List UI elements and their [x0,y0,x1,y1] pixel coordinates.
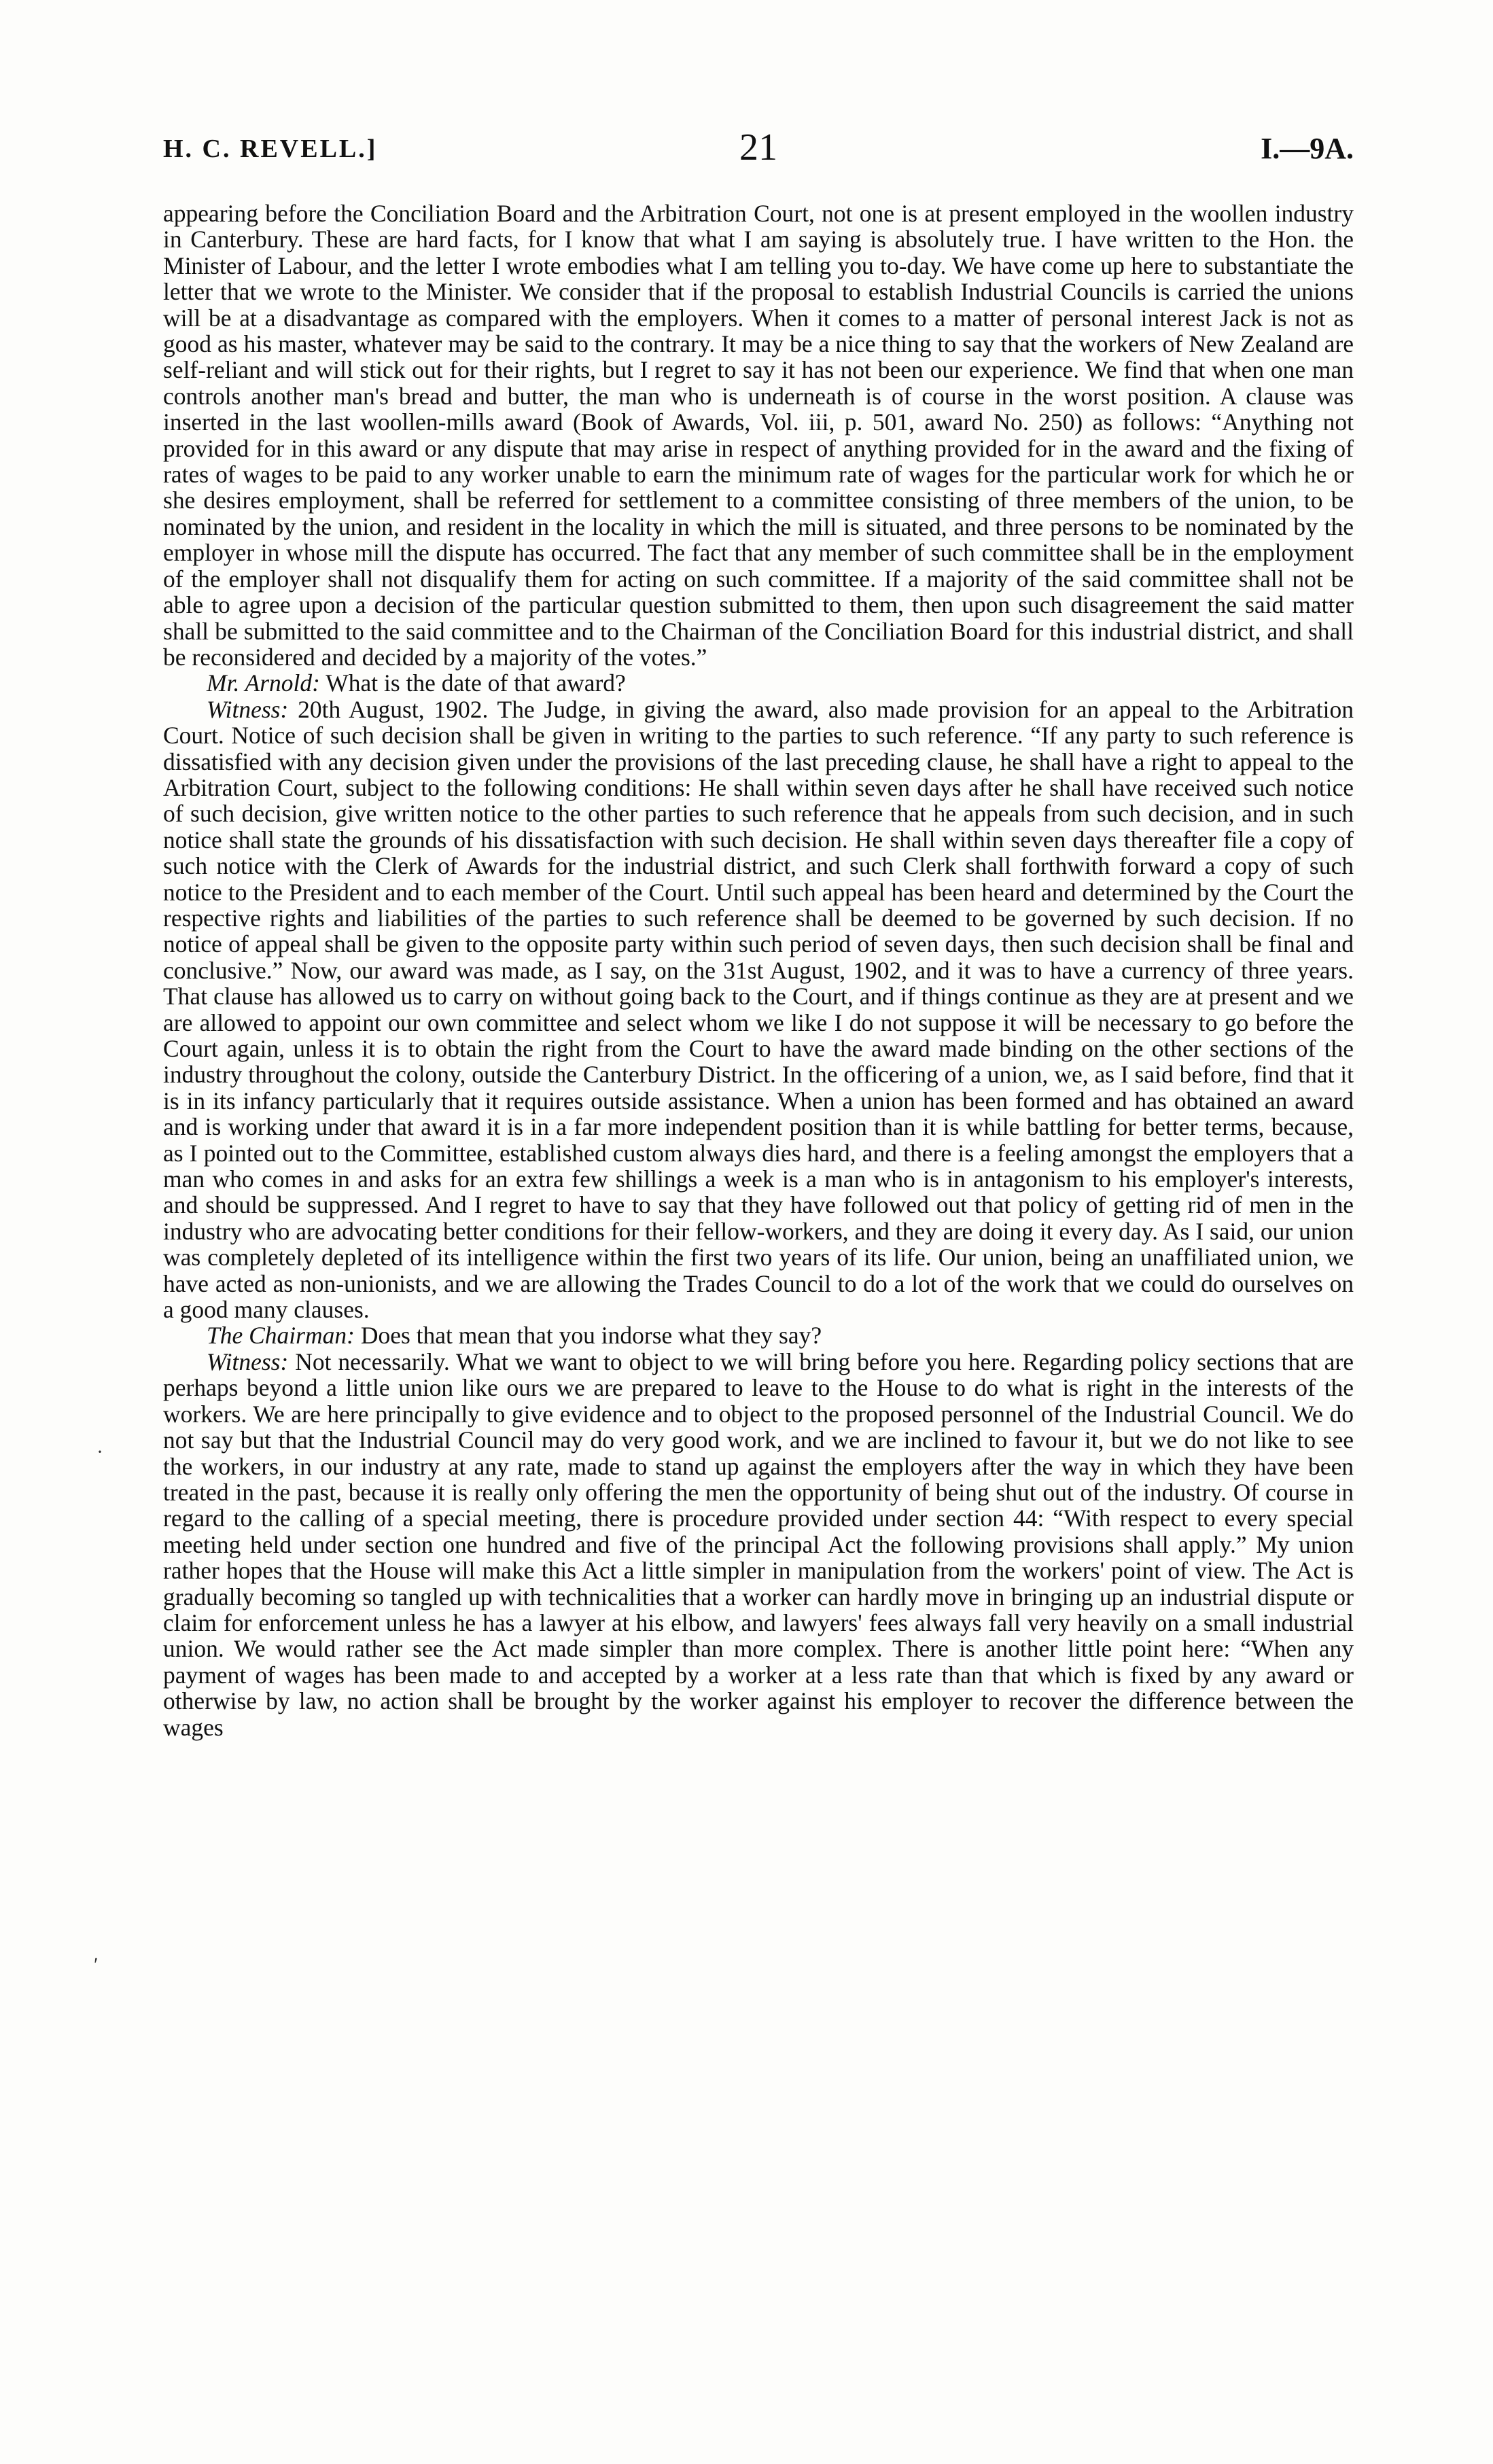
speaker-label: Witness: [207,695,289,723]
margin-dot-mark: · [96,1441,103,1463]
paragraph [163,1322,1354,1348]
header-witness-name: H. C. REVELL.] [163,135,378,163]
speaker-label: Mr. Arnold: [207,669,320,697]
speaker-label: Witness: [207,1348,289,1375]
paragraph [163,1349,1354,1740]
paragraph [163,200,1354,670]
paragraph-text: Not necessarily. What we want to object to we will bring before you here. Regarding policy sections that are perhaps beyond a little union like ours we are prepared to leave to the House to do what is right in the interests of the workers. We are here principally to give evidence and to object to the proposed personnel of the Industrial Council. We do not say but that the Industrial Council may do very good work, and we are inclined to favour it, but we do not like to see the workers, in our industry at any rate, made to stand up against the employers after the way in which they have been treated in the past, because it is really only offering the men the opportunity of being shut out of the industry. Of course in regard to the calling of a special meeting, there is procedure provided under section 44: “With respect to every special meeting held under section one hundred and five of the principal Act the following provisions shall apply.” My union rather hopes that the House will make this Act a little simpler in manipulation from the workers' point of view. The Act is gradually becoming so tangled up with technicalities that a worker can hardly move in bringing up an industrial dispute or claim for enforcement unless he has a lawyer at his elbow, and lawyers' fees always fall very heavily on a small industrial union. We would rather see the Act made simpler than more complex. There is another little point here: “When any payment of wages has been made to and accepted by a worker at a less rate than that which is fixed by any award or otherwise by law, no action shall be brought by the worker against his employer to recover the difference between the wages [163,1348,1354,1741]
speaker-label: The Chairman: [207,1322,355,1350]
paragraph [163,670,1354,696]
page-number: 21 [739,126,777,169]
paragraph-text: 20th August, 1902. The Judge, in giving the award, also made provision for an appeal to the Arbitration Court. Notice of such decision shall be given in writing to the parties to such reference. “If any party to such reference is dissatisfied with any decision given under the provisions of the last preceding clause, he shall have a right to appeal to the Arbitration Court, subject to the following conditions: He shall within seven days after he shall have received such notice of such decision, give written notice to the other parties to such reference that he appeals from such decision, and in such notice shall state the grounds of his dissatisfaction with such decision. He shall within seven days thereafter file a copy of such notice with the Clerk of Awards for the industrial district, and such Clerk shall forthwith forward a copy of such notice to the President and to each member of the Court. Until such appeal has been heard and determined by the Court the respective rights and liabilities of the parties to such reference shall be deemed to be governed by such decision. If no notice of appeal shall be given to the opposite party within such period of seven days, then such decision shall be final and conclusive.” Now, our award was made, as I say, on the 31st August, 1902, and it was to have a currency of three years. That clause has allowed us to carry on without going back to the Court, and if things continue as they are at present and we are allowed to appoint our own committee and select whom we like I do not suppose it will be necessary to go before the Court again, unless it is to obtain the right from the Court to have the award made binding on the other sections of the industry throughout the colony, outside the Canterbury District. In the officering of a union, we, as I said before, find that it is in its infancy particularly that it requires outside assistance. When a union has been formed and has obtained an award and is working under that award it is in a far more independent position than it is while battling for better terms, because, as I pointed out to the Committee, established custom always dies hard, and there is a feeling amongst the employers that a man who comes in and asks for an extra few shillings a week is a man who is in antagonism to his employer's interests, and should be suppressed. And I regret to have to say that they have followed out that policy of getting rid of men in the industry who are advocating better conditions for their fellow-workers, and they are doing it every day. As I said, our union was completely depleted of its intelligence within the first two years of its life. Our union, being an unaffiliated union, we have acted as non-unionists, and we are allowing the Trades Council to do a lot of the work that we could do ourselves on a good many clauses. [163,695,1354,1324]
paragraph-text: What is the date of that award? [326,669,626,697]
page-header [163,126,1354,173]
paragraph-text: appearing before the Conciliation Board and the Arbitration Court, not one is at present employed in the woollen industry in Canterbury. These are hard facts, for I know that what I am saying is absolutely true. I have written to the Hon. the Minister of Labour, and the letter I wrote embodies what I am telling you to-day. We have come up here to substantiate the letter that we wrote to the Minister. We consider that if the proposal to establish Industrial Councils is carried the unions will be at a disadvantage as compared with the employers. When it comes to a matter of personal interest Jack is not as good as his master, whatever may be said to the contrary. It may be a nice thing to say that the workers of New Zealand are self-reliant and will stick out for their rights, but I regret to say it has not been our experience. We find that when one man controls another man's bread and butter, the man who is underneath is of course in the worst position. A clause was inserted in the last woollen-mills award (Book of Awards, Vol. iii, p. 501, award No. 250) as follows: “Anything not provided for in this award or any dispute that may arise in respect of anything provided for in the award and the fixing of rates of wages to be paid to any worker unable to earn the minimum rate of wages for the particular work for which he or she desires employment, shall be referred for settlement to a committee consisting of three members of the union, to be nominated by the union, and resident in the locality in which the mill is situated, and three persons to be nominated by the employer in whose mill the dispute has occurred. The fact that any member of such committee shall be in the employment of the employer shall not disqualify them for acting on such committee. If a majority of the said committee shall not be able to agree upon a decision of the particular question submitted to them, then upon such disagreement the said matter shall be submitted to the said committee and to the Chairman of the Conciliation Board for this industrial district, and shall be reconsidered and decided by a majority of the votes.” [163,200,1354,671]
paragraph-text: Does that mean that you indorse what they say? [360,1322,822,1350]
margin-tick-mark: ʹ [94,1954,99,1976]
paragraph [163,697,1354,1323]
document-reference: I.—9A. [1261,132,1354,165]
page-body [163,200,1354,1740]
